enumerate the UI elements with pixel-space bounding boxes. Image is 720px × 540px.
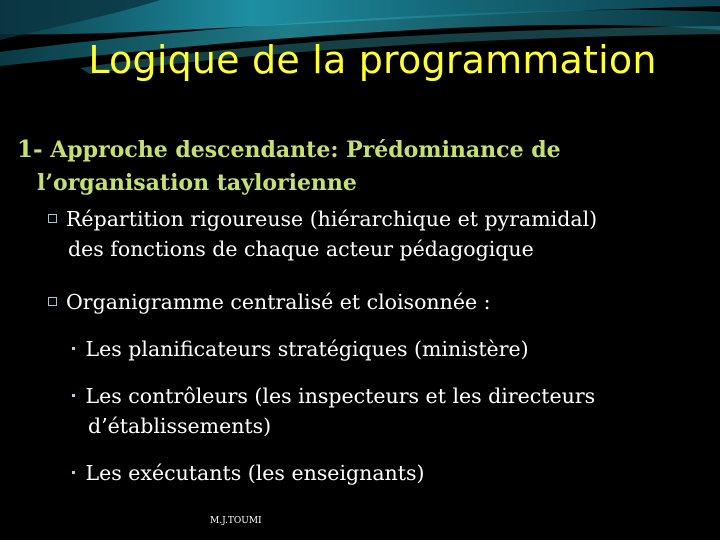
sub-bullet-item <box>72 381 702 441</box>
sub-bullet-item <box>72 334 702 364</box>
footer-author: M.J.TOUMI <box>210 516 262 526</box>
sub-bullet-item <box>72 458 702 488</box>
section-heading-line-1 <box>17 133 657 167</box>
sub-bullet-text: Les exécutants (les enseignants) <box>85 461 425 485</box>
section-heading-text: Approche descendante: Prédominance de <box>50 137 561 163</box>
bullet-text: Répartition rigoureuse (hiérarchique et pyramidal) <box>66 207 598 231</box>
dot-bullet-icon <box>72 471 75 474</box>
bullet-text: Organigramme centralisé et cloisonnée : <box>66 290 491 314</box>
section-heading-line-2: l’organisation taylorienne <box>37 170 357 196</box>
bullet-item <box>48 204 708 264</box>
bullet-line <box>48 204 708 234</box>
section-heading <box>17 133 657 200</box>
bullet-continuation: des fonctions de chaque acteur pédagogique <box>68 237 534 261</box>
sub-bullet-text: Les planificateurs stratégiques (ministère) <box>85 337 529 361</box>
sub-bullet-text: Les contrôleurs (les inspecteurs et les directeurs <box>85 384 596 408</box>
dot-bullet-icon <box>72 394 75 397</box>
bullet-item <box>48 287 708 317</box>
slide-title: Logique de la programmation <box>88 38 657 82</box>
section-number: 1- <box>17 136 43 163</box>
square-bullet-icon <box>48 214 57 223</box>
square-bullet-icon <box>48 297 57 306</box>
dot-bullet-icon <box>72 347 75 350</box>
sub-bullet-line <box>72 381 702 411</box>
sub-bullet-continuation: d’établissements) <box>88 414 272 438</box>
